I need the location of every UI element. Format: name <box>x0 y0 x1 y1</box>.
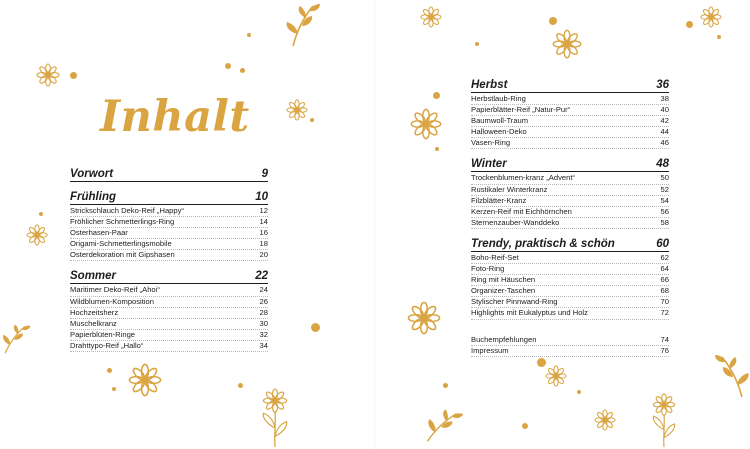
toc-entry[interactable] <box>70 239 268 250</box>
dot-decoration <box>522 423 528 429</box>
entry-title: Highlights mit Eukalyptus und Holz <box>471 308 588 318</box>
entry-page-number: 44 <box>660 127 669 137</box>
book-gutter <box>374 0 376 449</box>
entry-title: Rustikaler Winterkranz <box>471 184 548 194</box>
toc-entry[interactable] <box>471 105 669 116</box>
toc-entry[interactable] <box>70 206 268 217</box>
toc-entry[interactable] <box>471 286 669 297</box>
entry-page-number: 32 <box>259 329 268 339</box>
entry-title: Osterhasen-Paar <box>70 228 128 238</box>
entry-page-number: 12 <box>259 206 268 215</box>
entry-title: Drahttypo-Reif „Hallo“ <box>70 340 144 350</box>
entry-title: Muschelkranz <box>70 318 117 328</box>
entry-title: Origami-Schmetterlingsmobile <box>70 239 172 249</box>
section-heading[interactable] <box>471 238 669 252</box>
dot-decoration <box>577 390 581 394</box>
toc-section <box>471 238 669 320</box>
toc-entry[interactable] <box>471 335 669 346</box>
entry-page-number: 16 <box>259 228 268 238</box>
toc-section <box>471 158 669 228</box>
entry-page-number: 68 <box>660 286 669 296</box>
entry-page-number: 64 <box>660 264 669 274</box>
entry-page-number: 42 <box>660 116 669 126</box>
section-heading[interactable] <box>70 168 268 182</box>
entry-page-number: 56 <box>660 206 669 216</box>
branch-icon <box>283 0 323 50</box>
entry-title: Wildblumen-Komposition <box>70 296 154 306</box>
toc-entry[interactable] <box>471 275 669 286</box>
section-page-number: 60 <box>656 237 669 250</box>
entry-title: Vasen-Ring <box>471 138 511 148</box>
entry-page-number: 50 <box>660 173 669 183</box>
entry-page-number: 34 <box>259 340 268 350</box>
toc-entry[interactable] <box>70 285 268 296</box>
toc-entry[interactable] <box>471 308 669 319</box>
toc-entry[interactable] <box>471 253 669 264</box>
section-heading[interactable] <box>70 270 268 284</box>
daisy-icon <box>420 6 442 28</box>
toc-section <box>70 270 268 352</box>
entry-page-number: 24 <box>259 285 268 295</box>
section-title: Vorwort <box>70 168 114 180</box>
daisy-icon <box>594 409 616 431</box>
entry-page-number: 46 <box>660 138 669 148</box>
entry-title: Papierblätter-Reif „Natur-Pur“ <box>471 105 571 115</box>
dot-decoration <box>475 42 479 46</box>
section-title: Sommer <box>70 270 117 283</box>
entry-title: Boho-Reif-Set <box>471 252 519 262</box>
toc-entry[interactable] <box>471 196 669 207</box>
dot-decoration <box>686 21 693 28</box>
table-of-contents-right <box>471 79 669 366</box>
dot-decoration <box>112 387 116 391</box>
section-page-number: 36 <box>656 79 669 91</box>
toc-entry[interactable] <box>70 319 268 330</box>
daisy-icon <box>286 99 308 121</box>
section-title: Herbst <box>471 79 508 91</box>
dot-decoration <box>238 383 243 388</box>
dot-decoration <box>435 147 439 151</box>
section-title: Trendy, praktisch & schön <box>471 237 615 250</box>
entry-title: Trockenblumen-kranz „Advent“ <box>471 173 575 183</box>
entry-page-number: 14 <box>259 217 268 227</box>
toc-entry[interactable] <box>471 264 669 275</box>
toc-entry[interactable] <box>70 250 268 261</box>
daisy-icon <box>410 108 442 140</box>
daisy-icon <box>700 6 722 28</box>
toc-section-extra <box>471 329 669 357</box>
toc-entry[interactable] <box>471 185 669 196</box>
dot-decoration <box>549 17 557 25</box>
toc-entry[interactable] <box>471 173 669 184</box>
page-title: Inhalt <box>100 92 250 142</box>
daisy-icon <box>36 63 60 87</box>
dot-decoration <box>717 35 721 39</box>
dot-decoration <box>70 72 77 79</box>
toc-entry[interactable] <box>471 207 669 218</box>
entry-title: Sternenzauber-Wanddeko <box>471 217 560 227</box>
toc-entry[interactable] <box>471 138 669 149</box>
entry-page-number: 38 <box>660 94 669 103</box>
dot-decoration <box>311 323 320 332</box>
dot-decoration <box>247 33 251 37</box>
dot-decoration <box>225 63 231 69</box>
branch-icon <box>710 350 750 402</box>
entry-title: Organizer-Taschen <box>471 286 536 296</box>
toc-entry[interactable] <box>471 218 669 229</box>
toc-entry[interactable] <box>70 308 268 319</box>
daisy-icon <box>128 363 162 397</box>
entry-page-number: 72 <box>660 308 669 318</box>
toc-entry[interactable] <box>471 116 669 127</box>
entry-title: Baumwoll-Traum <box>471 116 529 126</box>
toc-entry[interactable] <box>471 94 669 105</box>
section-title: Frühling <box>70 191 116 203</box>
flower-stem-icon <box>645 393 683 449</box>
toc-entry[interactable] <box>70 297 268 308</box>
toc-section <box>471 79 669 149</box>
entry-title: Buchempfehlungen <box>471 334 537 344</box>
toc-entry[interactable] <box>471 346 669 357</box>
section-page-number: 48 <box>656 158 669 171</box>
section-heading[interactable] <box>471 158 669 172</box>
table-of-contents-left <box>70 168 268 361</box>
daisy-icon <box>407 301 441 335</box>
entry-title: Papierblüten-Ringe <box>70 329 136 339</box>
entry-page-number: 58 <box>660 217 669 227</box>
entry-title: Filzblätter-Kranz <box>471 195 527 205</box>
section-heading[interactable] <box>471 79 669 93</box>
section-page-number: 9 <box>261 168 268 180</box>
entry-page-number: 74 <box>660 334 669 344</box>
entry-page-number: 76 <box>660 345 669 355</box>
dot-decoration <box>107 368 112 373</box>
entry-title: Strickschlauch Deko-Reif „Happy“ <box>70 206 184 215</box>
dot-decoration <box>310 118 314 122</box>
toc-entry[interactable] <box>471 297 669 308</box>
entry-title: Fröhlicher Schmetterlings-Ring <box>70 217 175 227</box>
entry-page-number: 62 <box>660 252 669 262</box>
entry-title: Kerzen-Reif mit Eichhörnchen <box>471 206 572 216</box>
daisy-icon <box>26 224 48 246</box>
entry-page-number: 26 <box>259 296 268 306</box>
daisy-icon <box>552 29 582 59</box>
flower-stem-icon <box>255 388 295 449</box>
toc-entry[interactable] <box>70 228 268 239</box>
section-page-number: 22 <box>255 270 268 283</box>
entry-page-number: 28 <box>259 307 268 317</box>
entry-title: Maritimer Deko-Reif „Ahoi“ <box>70 285 160 295</box>
toc-entry[interactable] <box>70 217 268 228</box>
entry-title: Stylischer Pinnwand-Ring <box>471 297 558 307</box>
entry-title: Impressum <box>471 345 509 355</box>
entry-title: Ring mit Häuschen <box>471 275 536 285</box>
branch-icon <box>420 404 464 449</box>
dot-decoration <box>443 383 448 388</box>
section-heading[interactable] <box>70 191 268 205</box>
branch-icon <box>0 314 30 364</box>
dot-decoration <box>240 68 245 73</box>
toc-entry[interactable] <box>471 127 669 138</box>
entry-page-number: 30 <box>259 318 268 328</box>
entry-page-number: 54 <box>660 195 669 205</box>
toc-entry[interactable] <box>70 330 268 341</box>
entry-title: Hochzeitsherz <box>70 307 119 317</box>
dot-decoration <box>39 212 43 216</box>
entry-page-number: 70 <box>660 297 669 307</box>
entry-page-number: 20 <box>259 250 268 260</box>
entry-page-number: 66 <box>660 275 669 285</box>
entry-title: Halloween-Deko <box>471 127 527 137</box>
section-page-number: 10 <box>255 191 268 203</box>
entry-page-number: 52 <box>660 184 669 194</box>
entry-title: Osterdekoration mit Gipshasen <box>70 250 175 260</box>
entry-page-number: 18 <box>259 239 268 249</box>
entry-title: Herbstlaub-Ring <box>471 94 526 103</box>
entry-title: Foto-Ring <box>471 264 505 274</box>
toc-section <box>70 191 268 261</box>
daisy-icon <box>545 365 567 387</box>
toc-entry[interactable] <box>70 341 268 352</box>
section-title: Winter <box>471 158 507 171</box>
entry-page-number: 40 <box>660 105 669 115</box>
toc-section <box>70 168 268 182</box>
dot-decoration <box>433 92 440 99</box>
